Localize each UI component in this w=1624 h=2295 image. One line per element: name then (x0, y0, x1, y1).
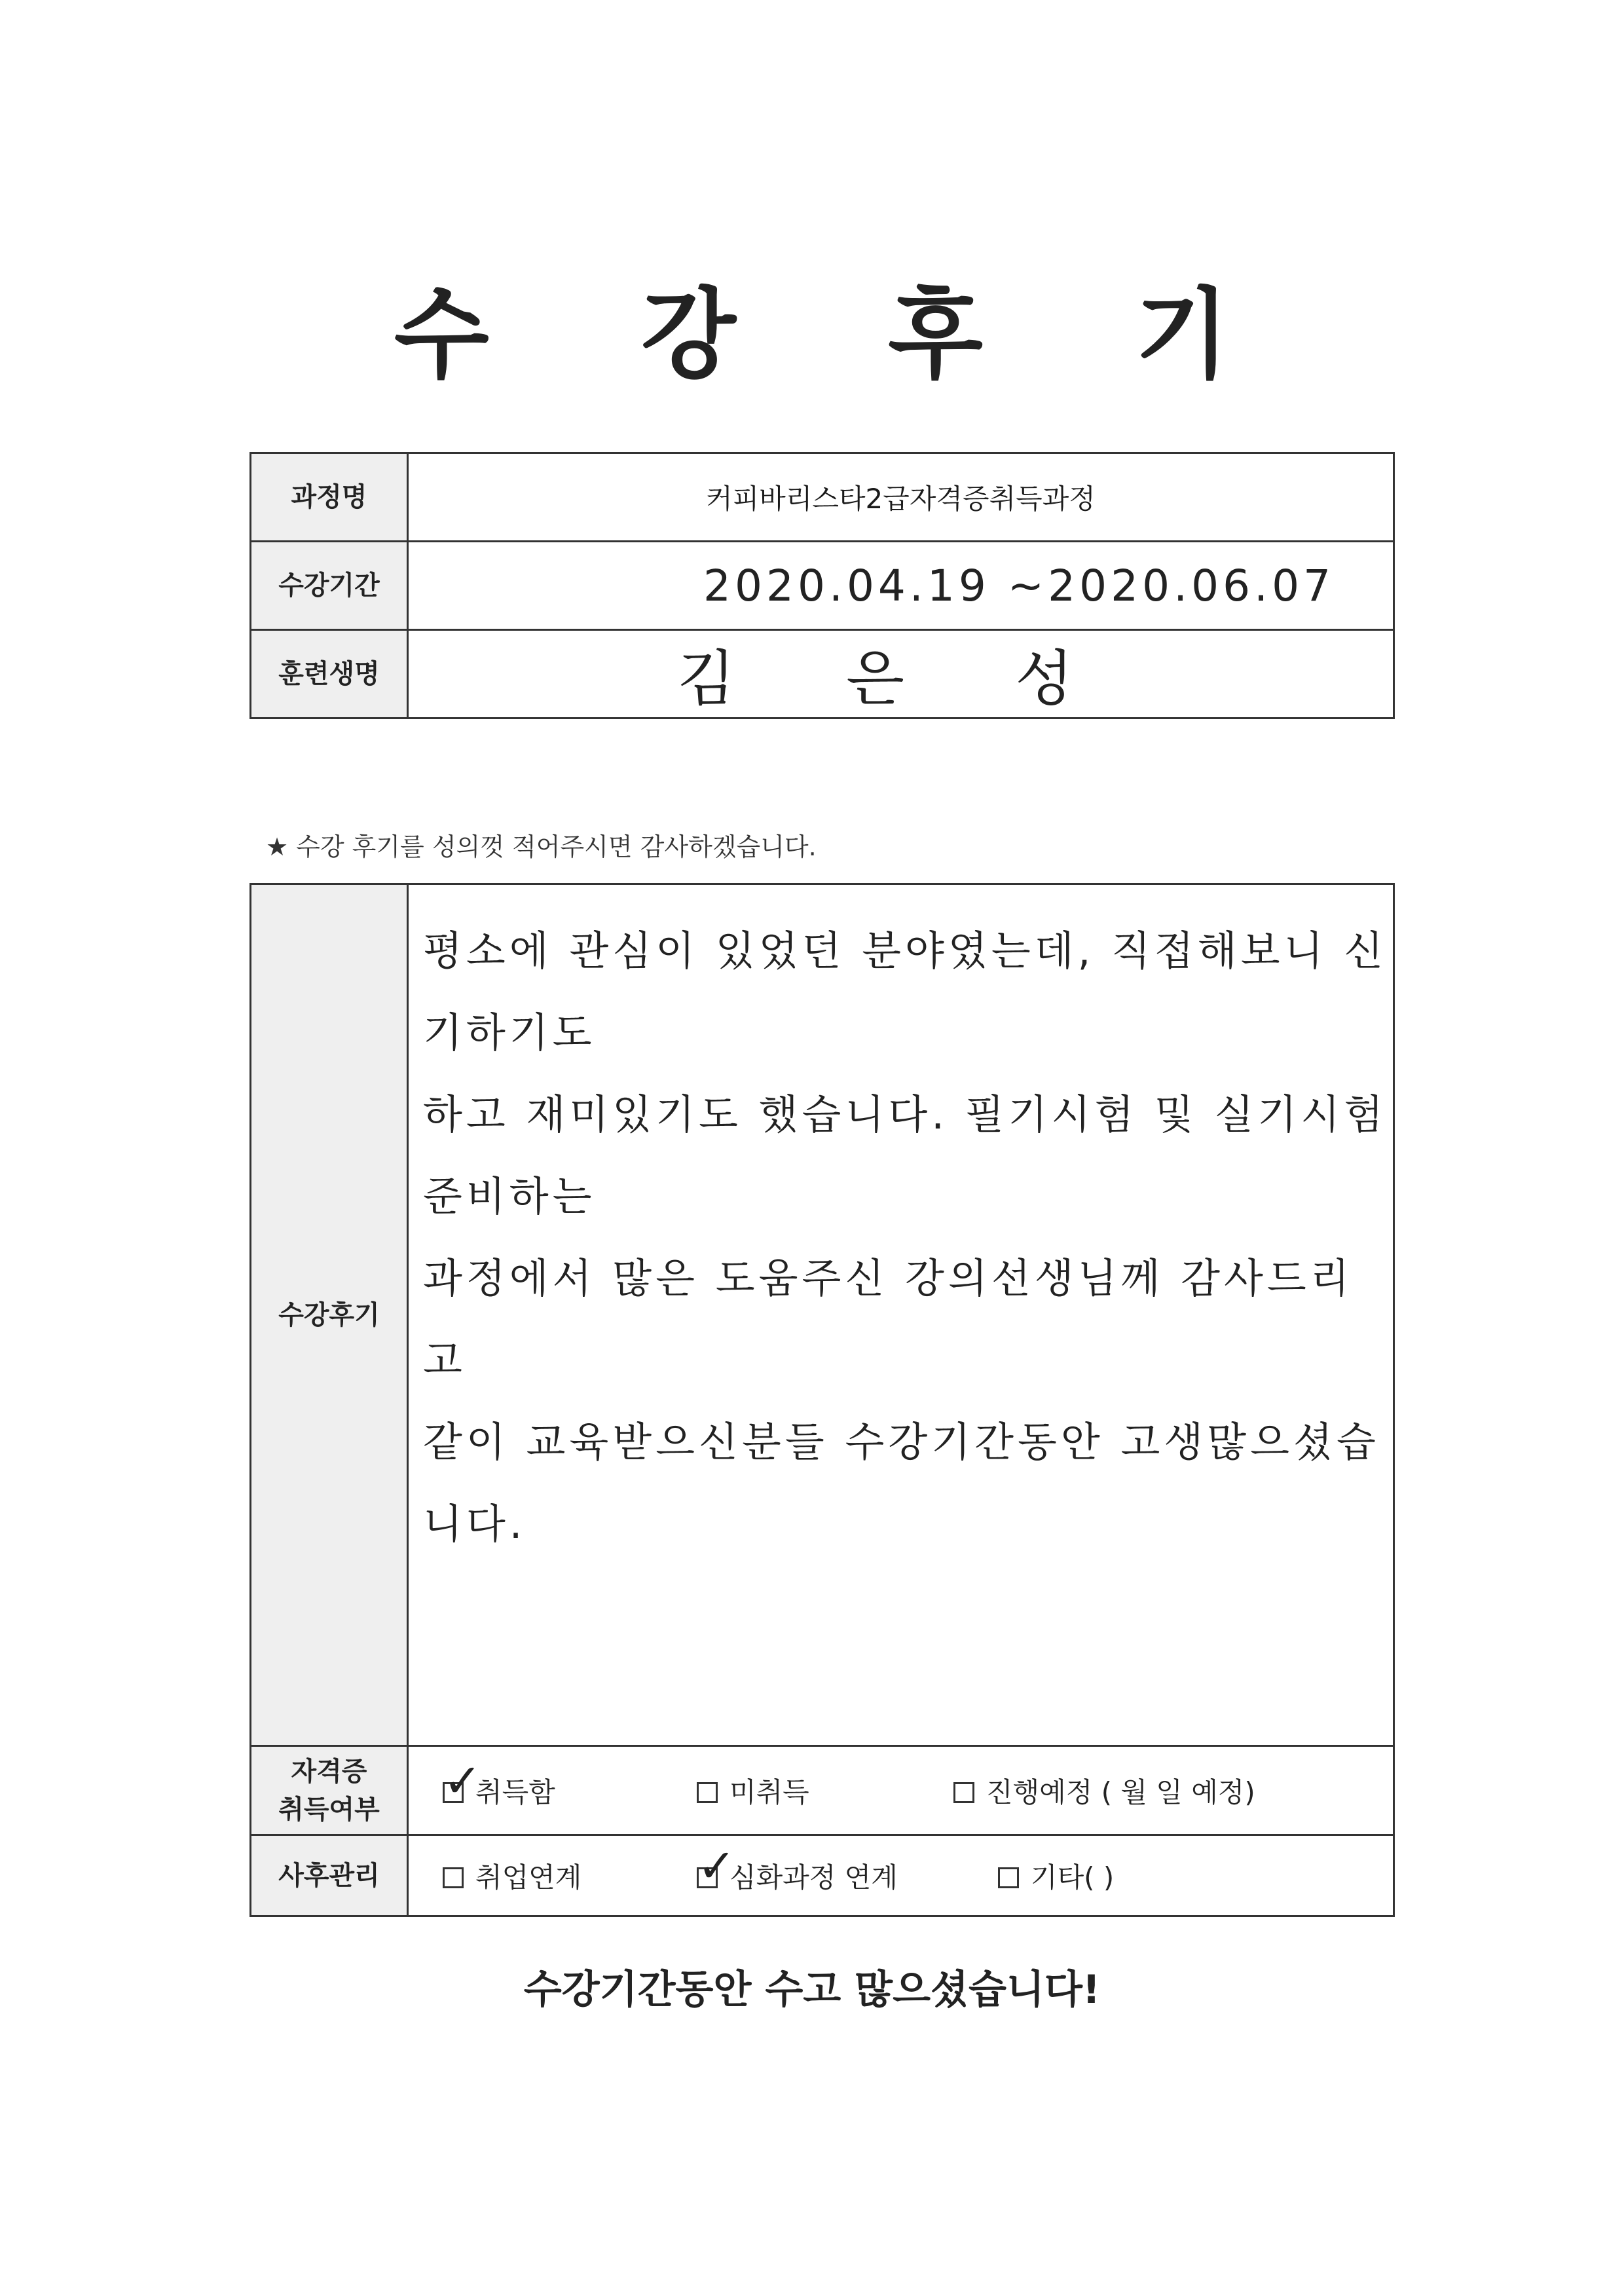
aftercare-option-employment[interactable] (443, 1856, 581, 1895)
qualification-label-line1: 자격증 (291, 1756, 367, 1787)
qualification-label (251, 1746, 408, 1835)
review-line: 평소에 관심이 있었던 분야였는데, 직접해보니 신기하기도 (423, 927, 1388, 1056)
trainee-cell (408, 630, 1394, 718)
option-label: 미취득 (729, 1776, 809, 1808)
qualification-row (251, 1746, 1394, 1835)
aftercare-option-other[interactable] (998, 1856, 1114, 1895)
checkbox-icon[interactable] (443, 1867, 464, 1888)
checkbox-icon[interactable] (443, 1782, 464, 1803)
option-label: 취업연계 (475, 1861, 582, 1894)
review-line: 하고 재미있기도 했습니다. 필기시험 및 실기시험 준비하는 (423, 1091, 1388, 1220)
period-cell (408, 542, 1394, 630)
qualification-label-line2: 취득여부 (278, 1794, 380, 1825)
review-line: 같이 교육받으신분들 수강기간동안 고생많으셨습니다. (423, 1418, 1380, 1548)
course-label: 과정명 (251, 453, 408, 542)
period-label: 수강기간 (251, 542, 408, 630)
aftercare-label: 사후관리 (251, 1835, 408, 1916)
checkbox-icon[interactable] (998, 1867, 1019, 1888)
review-line: 과정에서 많은 도움주신 강의선생님께 감사드리고 (423, 1254, 1354, 1384)
course-value: 커피바리스타2급자격증취득과정 (408, 453, 1394, 542)
aftercare-row (251, 1835, 1394, 1916)
option-label: 진행예정 ( 월 일 예정) (986, 1776, 1255, 1808)
checkbox-icon[interactable] (697, 1867, 718, 1888)
trainee-row (251, 630, 1394, 718)
option-label: 기타( ) (1031, 1861, 1115, 1894)
review-row (251, 884, 1394, 1746)
qualification-option-not-acquired[interactable] (697, 1771, 809, 1810)
review-text (409, 885, 1393, 1565)
trainee-label: 훈련생명 (251, 630, 408, 718)
page-title: 수 강 후 기 (394, 278, 1289, 392)
qualification-options (408, 1746, 1394, 1835)
review-table (249, 883, 1395, 1917)
course-row (251, 453, 1394, 542)
aftercare-option-advanced-course[interactable] (697, 1856, 898, 1895)
qualification-option-planned[interactable] (953, 1771, 1255, 1810)
checkbox-icon[interactable] (697, 1782, 718, 1803)
course-info-table (249, 452, 1395, 719)
trainee-name: 김 은 성 (677, 644, 1120, 714)
period-row (251, 542, 1394, 630)
qualification-option-acquired[interactable] (443, 1771, 555, 1810)
closing-message: 수강기간동안 수고 많으셨습니다! (523, 1967, 1101, 2013)
period-value: 2020.04.19 ~2020.06.07 (703, 560, 1335, 611)
review-body (408, 884, 1394, 1746)
option-label: 취득함 (475, 1776, 555, 1808)
instruction-note: ★ 수강 후기를 성의껏 적어주시면 감사하겠습니다. (266, 832, 817, 861)
review-label: 수강후기 (251, 884, 408, 1746)
aftercare-options (408, 1835, 1394, 1916)
option-label: 심화과정 연계 (729, 1861, 898, 1894)
checkbox-icon[interactable] (953, 1782, 974, 1803)
